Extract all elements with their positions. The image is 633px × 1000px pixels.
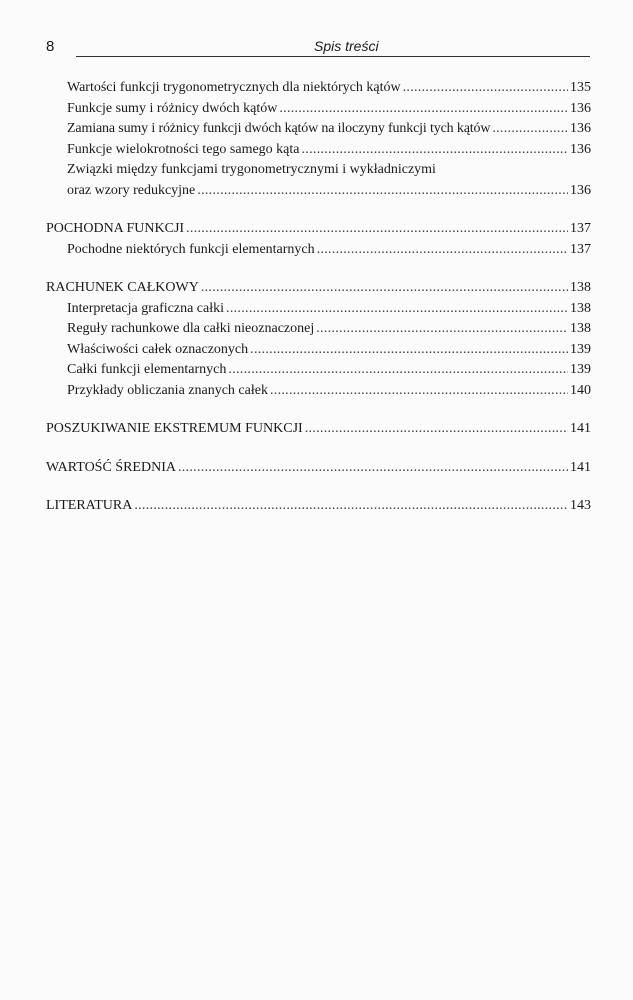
running-title: Spis treści xyxy=(314,38,379,54)
toc-entry xyxy=(46,299,591,320)
toc-entry xyxy=(46,119,591,140)
toc-entry xyxy=(46,240,591,261)
dot-leader xyxy=(134,496,568,517)
dot-leader xyxy=(403,78,568,99)
toc-entry-page: 135 xyxy=(570,80,591,95)
dot-leader xyxy=(279,99,568,120)
toc-entry-page: 138 xyxy=(570,321,591,336)
dot-leader xyxy=(492,119,568,140)
toc-entry xyxy=(46,181,591,202)
toc-section xyxy=(46,458,591,479)
toc-entry-page: 136 xyxy=(570,100,591,116)
table-of-contents xyxy=(46,78,591,517)
toc-section xyxy=(46,496,591,517)
toc-section-page: 138 xyxy=(570,280,591,295)
section-gap xyxy=(46,478,591,496)
page-header xyxy=(46,38,590,60)
dot-leader xyxy=(178,458,568,479)
dot-leader xyxy=(226,299,568,320)
dot-leader xyxy=(270,381,568,402)
toc-section-title: POSZUKIWANIE EKSTREMUM FUNKCJI xyxy=(46,421,303,436)
toc-entry-page: 139 xyxy=(570,362,591,377)
toc-entry-page: 139 xyxy=(570,341,591,357)
toc-entry-page: 136 xyxy=(570,182,591,198)
toc-section-title: RACHUNEK CAŁKOWY xyxy=(46,280,199,295)
section-gap xyxy=(46,401,591,419)
toc-entry-title: Reguły rachunkowe dla całki nieoznaczonej xyxy=(67,321,315,336)
page-number: 8 xyxy=(46,38,55,55)
dot-leader xyxy=(317,240,568,261)
toc-section-page: 141 xyxy=(570,459,591,475)
toc-entry-page: 137 xyxy=(570,241,591,257)
toc-section-page: 137 xyxy=(570,221,591,236)
toc-entry-title: Właściwości całek oznaczonych xyxy=(67,341,249,357)
toc-section-page: 143 xyxy=(570,498,591,513)
toc-entry-title: Wartości funkcji trygonometrycznych dla niektórych kątów xyxy=(67,80,401,95)
toc-entry-title: Interpretacja graficzna całki xyxy=(67,300,225,316)
toc-entry-title: Funkcje wielokrotności tego samego kąta xyxy=(67,141,300,157)
toc-section-title: LITERATURA xyxy=(46,498,133,513)
toc-entry xyxy=(46,140,591,161)
dot-leader xyxy=(201,278,568,299)
toc-entry-page: 136 xyxy=(570,141,591,157)
toc-section xyxy=(46,219,591,240)
section-gap xyxy=(46,201,591,219)
toc-entry-title-line2: oraz wzory redukcyjne xyxy=(67,182,196,198)
toc-section-page: 141 xyxy=(570,421,591,436)
toc-entry-title: Zamiana sumy i różnicy funkcji dwóch kątów na iloczyny funkcji tych kątów xyxy=(67,121,491,136)
toc-section-title: WARTOŚĆ ŚREDNIA xyxy=(46,459,176,475)
dot-leader xyxy=(316,319,568,340)
toc-entry xyxy=(46,78,591,99)
toc-entry-page: 136 xyxy=(570,121,591,136)
toc-entry xyxy=(46,99,591,120)
toc-entry xyxy=(46,360,591,381)
toc-entry xyxy=(46,381,591,402)
toc-entry xyxy=(46,340,591,361)
dot-leader xyxy=(250,340,568,361)
toc-entry-title-line1: Związki między funkcjami trygonometrycznymi i wykładniczymi xyxy=(67,162,436,177)
dot-leader xyxy=(197,181,568,202)
dot-leader xyxy=(305,419,568,440)
toc-section xyxy=(46,419,591,440)
toc-entry-title: Całki funkcji elementarnych xyxy=(67,362,227,377)
dot-leader xyxy=(302,140,569,161)
toc-section-title: POCHODNA FUNKCJI xyxy=(46,221,185,236)
toc-entry xyxy=(46,319,591,340)
section-gap xyxy=(46,260,591,278)
toc-entry-title: Przykłady obliczania znanych całek xyxy=(67,382,268,398)
section-gap xyxy=(46,440,591,458)
toc-entry-page: 140 xyxy=(570,382,591,398)
header-rule xyxy=(76,56,590,57)
toc-entry-title: Funkcje sumy i różnicy dwóch kątów xyxy=(67,100,278,116)
toc-entry-page: 138 xyxy=(570,300,591,316)
dot-leader xyxy=(186,219,568,240)
toc-section xyxy=(46,278,591,299)
dot-leader xyxy=(228,360,568,381)
toc-entry-title: Pochodne niektórych funkcji elementarnych xyxy=(67,241,315,257)
